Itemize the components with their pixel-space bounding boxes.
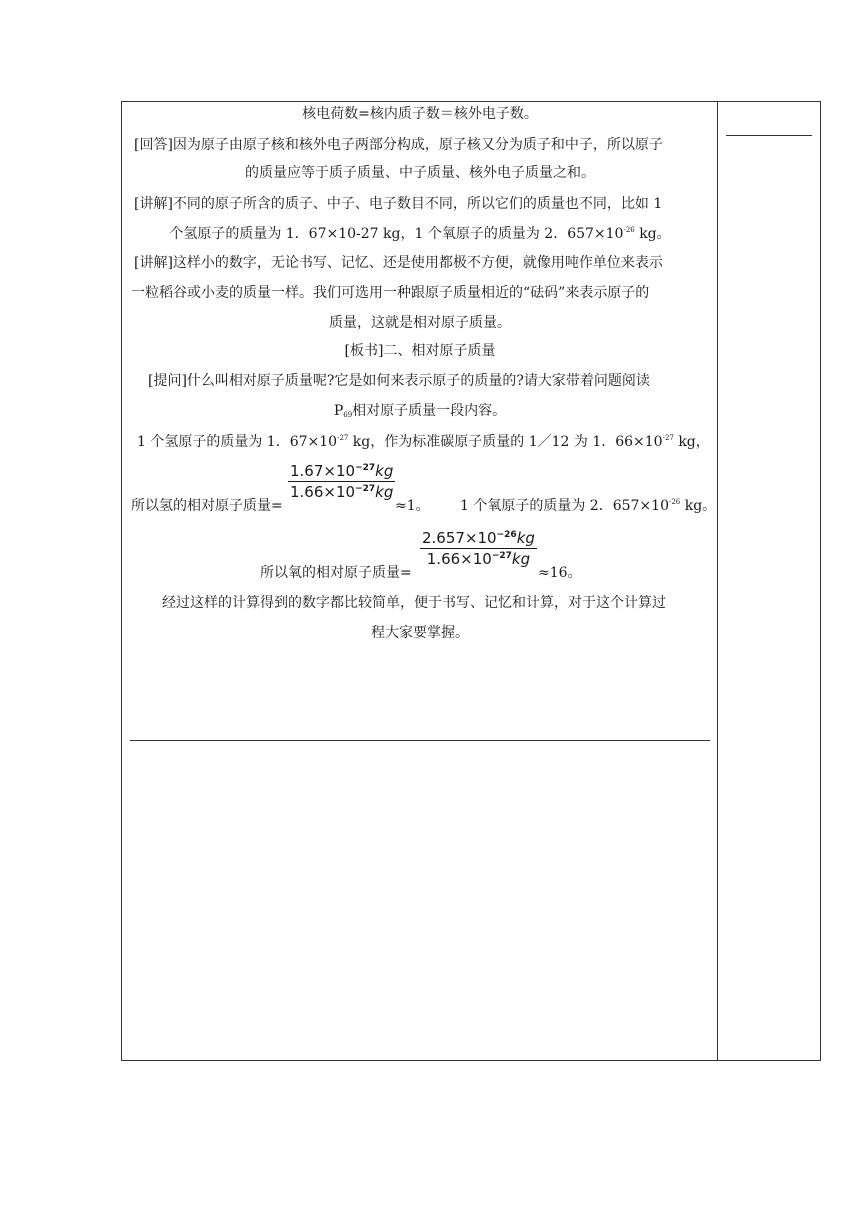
num-exponent: −27 (355, 463, 376, 473)
text-line-14-prefix: 所以氧的相对原子质量= (260, 565, 412, 581)
den-base: 1.66×10 (426, 550, 492, 568)
fraction-numerator (288, 462, 395, 480)
text-span: P (333, 403, 344, 419)
content-bottom-rule (130, 740, 710, 741)
text-line-1: 核电荷数=核内质子数＝核外电子数。 (302, 106, 538, 122)
text-span: 相对原子质量一段内容。 (352, 403, 507, 419)
text-line-4: [讲解]不同的原子所含的质子、中子、电子数目不同，所以它们的质量也不同，比如 1 (134, 196, 663, 212)
num-base: 1.67×10 (290, 462, 356, 480)
text-line-11 (130, 401, 710, 421)
den-base: 1.66×10 (290, 483, 356, 501)
table-frame (121, 101, 821, 1061)
text-span: 1 个氧原子的质量为 2．657×10 (460, 498, 669, 514)
fraction-numerator (420, 529, 537, 547)
text-line-8: 质量，这就是相对原子质量。 (329, 315, 511, 331)
oxygen-fraction (420, 529, 537, 568)
text-line-13-approx: ≈1。 (395, 498, 430, 514)
fraction-denominator (425, 550, 532, 568)
exponent: -26 (668, 498, 681, 506)
text-line-7: 一粒稻谷或小麦的质量一样。我们可选用一种跟原子质量相近的“砝码”来表示原子的 (131, 285, 650, 301)
text-line-6: [讲解]这样小的数字，无论书写、记忆、还是使用都极不方便，就像用吨作单位来表示 (134, 255, 663, 271)
text-line-15: 经过这样的计算得到的数字都比较简单，便于书写、记忆和计算，对于这个计算过 (162, 595, 666, 611)
fraction-bar (420, 548, 537, 549)
text-line-13-suffix (460, 496, 716, 516)
den-exponent: −27 (491, 551, 512, 561)
hydrogen-fraction (288, 462, 395, 501)
den-unit: kg (375, 483, 394, 501)
text-span: 个氢原子的质量为 1．67×10-27 kg，1 个氧原子的质量为 2．657×10 (169, 226, 624, 242)
num-base: 2.657×10 (422, 529, 497, 547)
exponent: -27 (337, 434, 349, 442)
side-column-rule (726, 135, 812, 136)
den-unit: kg (511, 550, 531, 568)
text-span: kg。 (680, 498, 717, 514)
text-line-13-prefix: 所以氢的相对原子质量= (131, 498, 283, 514)
fraction-bar (288, 481, 395, 482)
text-line-3: 的质量应等于质子质量、中子质量、核外电子质量之和。 (245, 165, 595, 181)
text-span: kg， (673, 434, 710, 450)
column-divider (717, 101, 718, 1061)
num-exponent: −26 (496, 530, 517, 540)
fraction-denominator (288, 483, 395, 501)
num-unit: kg (375, 462, 394, 480)
board-heading: [板书]二、相对原子质量 (344, 343, 496, 359)
text-line-2: [回答]因为原子由原子核和核外电子两部分构成，原子核又分为质子和中子，所以原子 (134, 137, 663, 153)
exponent: -26 (623, 226, 635, 234)
text-line-5 (130, 224, 710, 244)
text-span: kg。 (634, 226, 671, 242)
text-line-16: 程大家要掌握。 (371, 625, 469, 641)
text-line-10: [提问]什么叫相对原子质量呢?它是如何来表示原子的质量的?请大家带着问题阅读 (148, 373, 650, 389)
text-line-14-approx: ≈16。 (538, 565, 582, 581)
subscript: 69 (343, 411, 353, 419)
text-span: kg，作为标准碳原子质量的 1／12 为 1．66×10 (348, 434, 663, 450)
text-span: 1 个氢原子的质量为 1．67×10 (137, 434, 338, 450)
exponent: -27 (662, 434, 674, 442)
text-line-12 (137, 432, 710, 452)
num-unit: kg (516, 529, 535, 547)
den-exponent: −27 (355, 484, 376, 494)
